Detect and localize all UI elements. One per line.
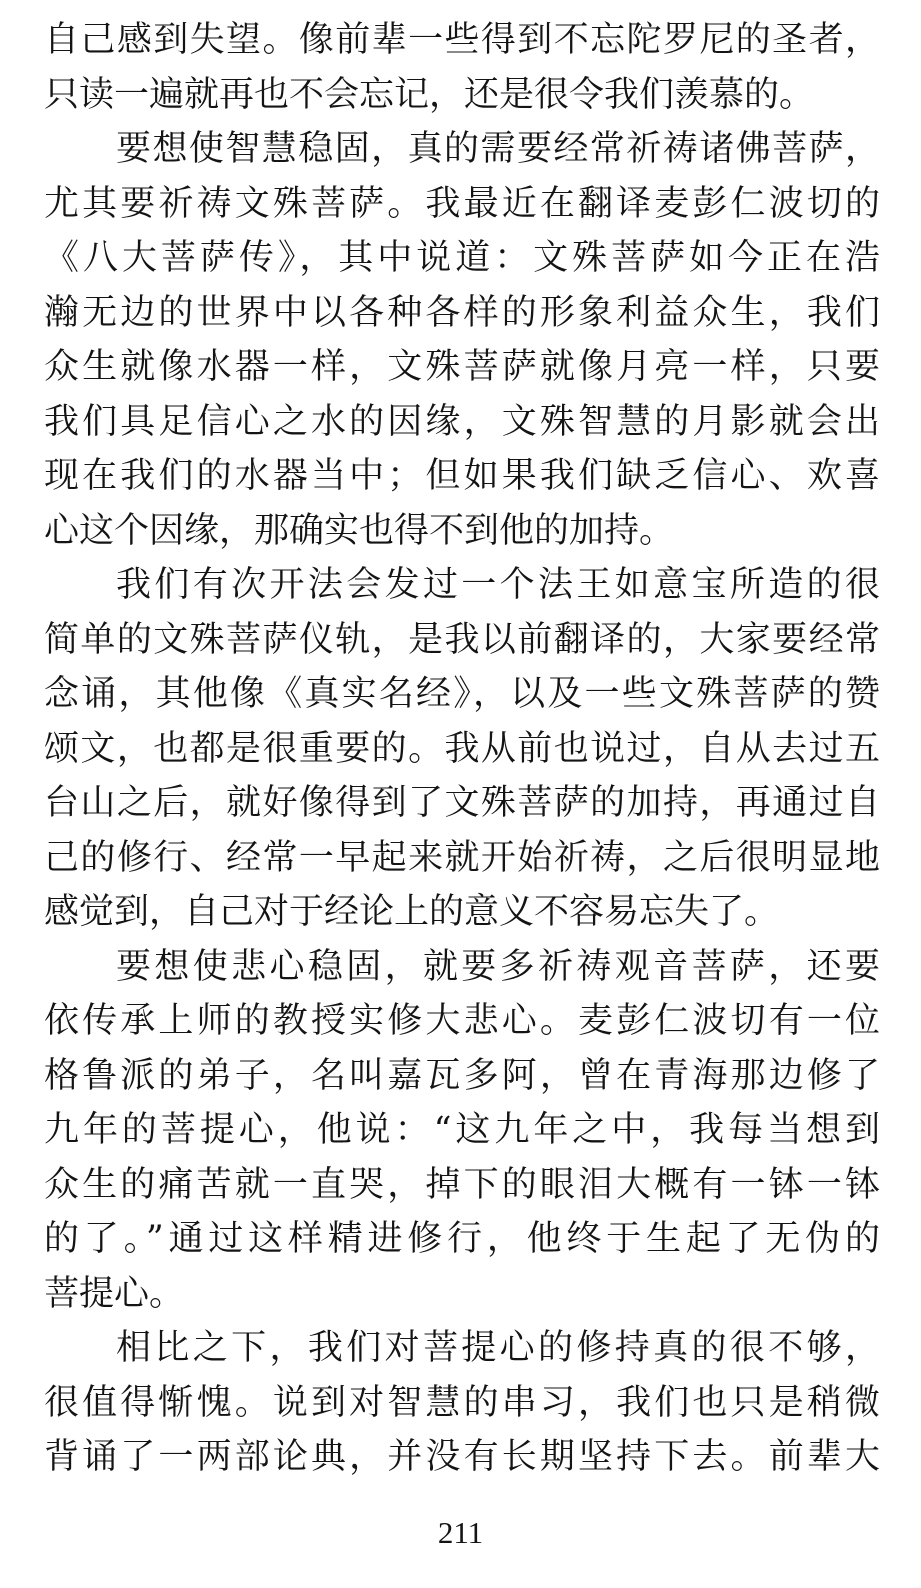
- paragraph-first-line: 我们有次开法会发过一个法王如意宝所造的很: [116, 565, 880, 605]
- text-line: 《八大菩萨传》，其中说道：文殊菩萨如今正在浩: [44, 238, 880, 278]
- text-line: 现在我们的水器当中；但如果我们缺乏信心、欢喜: [44, 456, 880, 496]
- paragraph-first-line: 要想使悲心稳固，就要多祈祷观音菩萨，还要: [116, 946, 880, 987]
- paragraph-first-line: 要想使智慧稳固，真的需要经常祈祷诸佛菩萨，: [116, 129, 880, 169]
- text-line: 台山之后，就好像得到了文殊菩萨的加持，再通过自: [44, 783, 880, 823]
- text-line: 己的修行、经常一早起来就开始祈祷，之后很明显地: [44, 837, 880, 878]
- text-line: 我们具足信心之水的因缘，文殊智慧的月影就会出: [44, 401, 880, 442]
- text-line: 众生的痛苦就一直哭，掉下的眼泪大概有一钵一钵: [44, 1164, 880, 1205]
- text-line: 感觉到，自己对于经论上的意义不容易忘失了。: [44, 892, 780, 932]
- text-line: 只读一遍就再也不会忘记，还是很令我们羡慕的。: [44, 74, 815, 115]
- text-line: 简单的文殊菩萨仪轨，是我以前翻译的，大家要经常: [44, 619, 880, 660]
- text-line: 瀚无边的世界中以各种各样的形象利益众生，我们: [44, 292, 880, 333]
- text-line: 背诵了一两部论典，并没有长期坚持下去。前辈大: [44, 1437, 880, 1477]
- text-line: 众生就像水器一样，文殊菩萨就像月亮一样，只要: [44, 347, 880, 387]
- text-line: 依传承上师的教授实修大悲心。麦彭仁波切有一位: [44, 1001, 880, 1041]
- text-line: 九年的菩提心，他说：“这九年之中，我每当想到: [44, 1110, 880, 1150]
- body-text: [44, 13, 880, 1485]
- paragraph-first-line: 相比之下，我们对菩提心的修持真的很不够，: [116, 1328, 880, 1368]
- text-line: 格鲁派的弟子，名叫嘉瓦多阿，曾在青海那边修了: [44, 1055, 880, 1096]
- text-line: 心这个因缘，那确实也得不到他的加持。: [44, 510, 675, 551]
- text-line: 念诵，其他像《真实名经》，以及一些文殊菩萨的赞: [44, 674, 880, 714]
- text-line: 的了。”通过这样精进修行，他终于生起了无伪的: [44, 1219, 880, 1259]
- text-line: 很值得惭愧。说到对智慧的串习，我们也只是稍微: [44, 1382, 880, 1423]
- text-line: 颂文，也都是很重要的。我从前也说过，自从去过五: [44, 728, 880, 769]
- text-line: 尤其要祈祷文殊菩萨。我最近在翻译麦彭仁波切的: [44, 183, 880, 224]
- text-line: 菩提心。: [44, 1273, 185, 1314]
- text-line: 自己感到失望。像前辈一些得到不忘陀罗尼的圣者，: [44, 20, 880, 60]
- page-number: 211: [437, 1515, 484, 1550]
